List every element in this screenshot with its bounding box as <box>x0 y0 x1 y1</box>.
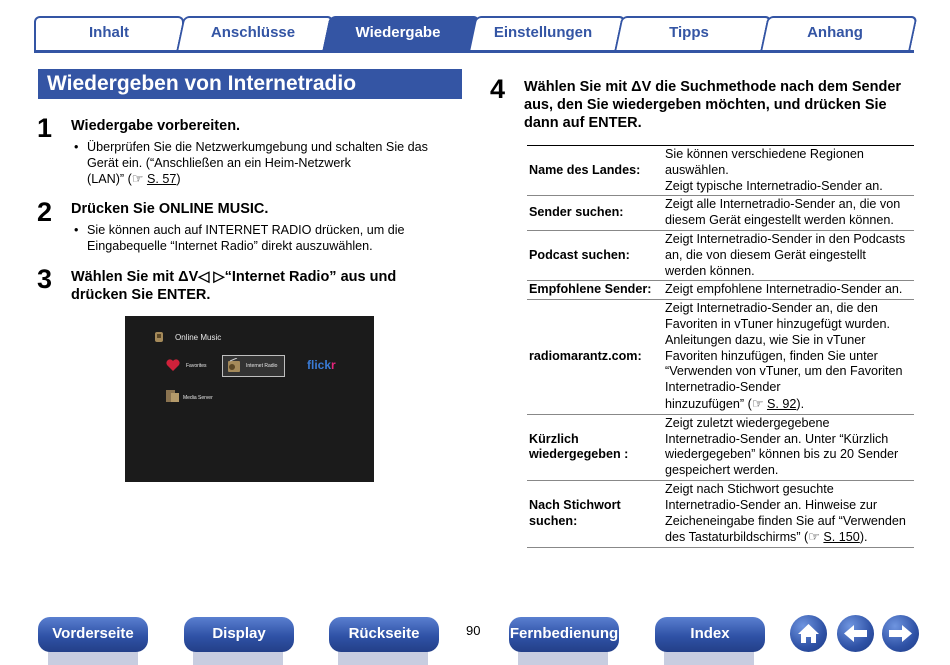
vorderseite-button[interactable]: Vorderseite <box>38 617 148 652</box>
table-key: Sender suchen: <box>527 196 662 231</box>
table-value-line: Zeigt Internetradio-Sender an, die den <box>665 301 878 316</box>
internet-radio-label: Internet Radio <box>246 363 278 369</box>
table-value-line: Zeigt typische Internetradio-Sender an. <box>665 178 883 193</box>
online-music-icon <box>154 331 164 343</box>
table-key <box>527 480 662 547</box>
top-tab-bar <box>34 16 914 53</box>
table-key-line: Kürzlich <box>529 431 579 446</box>
page-reference-link[interactable]: S. 92 <box>766 396 797 411</box>
step-1-bullet-line-3: (LAN)” ( <box>87 172 132 186</box>
table-value <box>662 196 914 231</box>
table-value <box>662 146 914 196</box>
table-value-line: hinzuzufügen” ( <box>665 396 752 411</box>
table-value-line: Zeigt zuletzt wiedergegebene <box>665 415 830 430</box>
table-value-line: Zeigt nach Stichwort gesuchte <box>665 481 834 496</box>
table-key: radiomarantz.com: <box>527 300 662 415</box>
table-value-line: ). <box>796 396 805 411</box>
step-4-heading <box>524 78 901 132</box>
flickr-logo-blue: flick <box>307 358 332 372</box>
table-key-line: suchen: <box>529 514 578 529</box>
table-value-line: diesem Gerät eingestellt werden können. <box>665 213 894 228</box>
table-value-line: Internetradio-Sender an. Hinweise zur <box>665 497 878 512</box>
reference-hand-icon: ☞ <box>808 529 820 545</box>
table-value-line: Internetradio-Sender <box>665 380 781 395</box>
table-row <box>527 281 914 300</box>
table-row <box>527 300 914 415</box>
table-value <box>662 281 914 300</box>
page-reference-link[interactable]: S. 150 <box>823 530 860 545</box>
table-row <box>527 146 914 196</box>
step-2-bullet-line-2: Eingabequelle “Internet Radio” direkt auszuwählen. <box>87 239 373 253</box>
favorites-label[interactable]: Favorites <box>186 363 207 369</box>
arrow-left-icon <box>837 615 874 652</box>
table-key: Empfohlene Sender: <box>527 281 662 300</box>
online-music-screenshot <box>125 316 374 482</box>
step-1-bullet-close: ) <box>176 172 181 186</box>
index-button[interactable]: Index <box>655 617 765 652</box>
table-value-line: auswählen. <box>665 162 729 177</box>
step-4-heading-line-1: Wählen Sie mit ΔV die Suchmethode nach dem Sender <box>524 79 902 95</box>
table-row <box>527 480 914 547</box>
search-method-table <box>527 145 914 548</box>
table-value-line: Favoriten hinzufügen, finden Sie unter <box>665 348 878 363</box>
arrow-right-icon <box>882 615 919 652</box>
table-value-line: Zeigt alle Internetradio-Sender an, die von <box>665 197 901 212</box>
table-value-line: werden können. <box>665 263 755 278</box>
table-value-line: Zeigt Internetradio-Sender in den Podcasts <box>665 231 906 246</box>
table-key: Name des Landes: <box>527 146 662 196</box>
flickr-logo-pink: r <box>331 358 336 372</box>
table-row <box>527 414 914 480</box>
page-number: 90 <box>466 623 481 638</box>
table-value-line: “Verwenden von vTuner, um den Favoriten <box>665 364 903 379</box>
section-title: Wiedergeben von Internetradio <box>38 69 462 99</box>
tab-inhalt-label: Inhalt <box>89 24 129 41</box>
tab-tipps-label: Tipps <box>669 24 709 41</box>
table-value-line: Internetradio-Sender an. Unter “Kürzlich <box>665 431 889 446</box>
table-value-line: Zeigt empfohlene Internetradio-Sender an. <box>665 282 903 297</box>
tab-anschluesse-label: Anschlüsse <box>210 24 296 41</box>
reference-hand-icon: ☞ <box>131 171 144 186</box>
step-4-heading-line-2: aus, den Sie wiedergeben möchten, und drücken Sie <box>524 97 887 113</box>
table-value <box>662 230 914 280</box>
flickr-logo[interactable] <box>307 358 336 372</box>
table-value-line: Favoriten in vTuner hinzugefügt wurden. <box>665 316 890 331</box>
radio-icon <box>227 358 241 373</box>
media-server-label[interactable]: Media Server <box>183 395 213 401</box>
step-3-number: 3 <box>37 264 53 294</box>
step-3-heading-line-2: drücken Sie ENTER. <box>71 287 211 303</box>
favorites-heart-icon <box>165 357 181 373</box>
table-value-line: Zeicheneingabe finden Sie auf “Verwenden <box>665 513 906 528</box>
step-2-bullet: • Sie können auch auf INTERNET RADIO drücken, um die Eingabequelle “Internet Radio” direkt auszuwählen. <box>74 223 405 253</box>
table-value-line: ). <box>859 530 868 545</box>
step-2-heading: Drücken Sie ONLINE MUSIC. <box>71 201 269 217</box>
step-1-heading: Wiedergabe vorbereiten. <box>71 118 241 134</box>
tab-anhang-label: Anhang <box>807 24 863 41</box>
step-4-number: 4 <box>490 74 506 104</box>
reference-hand-icon: ☞ <box>751 395 764 411</box>
page-reference-link[interactable]: S. 57 <box>146 172 177 186</box>
table-key-line: wiedergegeben : <box>529 447 629 462</box>
fernbedienung-button[interactable]: Fernbedienung <box>509 617 619 652</box>
table-key <box>527 414 662 480</box>
table-value <box>662 300 914 415</box>
table-value-line: Anleitungen dazu, wie Sie in vTuner <box>665 332 866 347</box>
table-key-line: Nach Stichwort <box>529 498 621 513</box>
back-arrow-button[interactable] <box>837 615 874 652</box>
table-key: Podcast suchen: <box>527 230 662 280</box>
step-4-heading-line-3: dann auf ENTER. <box>524 115 642 131</box>
screen-title: Online Music <box>175 333 222 342</box>
step-3-heading-line-1: Wählen Sie mit ΔV◁ ▷“Internet Radio” aus und <box>71 269 397 285</box>
table-row <box>527 230 914 280</box>
tab-wiedergabe-label: Wiedergabe <box>355 24 441 41</box>
step-1-bullet: • Überprüfen Sie die Netzwerkumgebung und schalten Sie das Gerät ein. (“Anschließen an ein Heim-Netzwerk (LAN)” (☞ S. 57) <box>74 140 428 186</box>
table-value-line: wiedergegeben” können bis zu 20 Sender <box>665 447 899 462</box>
table-value-line: an, die von diesem Gerät eingestellt <box>665 247 866 262</box>
table-value-line: gespeichert werden. <box>665 463 779 478</box>
tab-underline <box>34 50 914 53</box>
step-1-bullet-line-2: Gerät ein. (“Anschließen an ein Heim-Netzwerk <box>87 156 351 170</box>
rueckseite-button[interactable]: Rückseite <box>329 617 439 652</box>
step-1-bullet-line-1: Überprüfen Sie die Netzwerkumgebung und schalten Sie das <box>87 140 428 154</box>
display-button[interactable]: Display <box>184 617 294 652</box>
step-3-heading <box>71 268 396 304</box>
table-value-line: Sie können verschiedene Regionen <box>665 147 864 161</box>
home-icon <box>790 615 827 652</box>
step-1-number: 1 <box>37 113 53 143</box>
media-server-icon <box>165 389 180 403</box>
step-2-bullet-line-1: Sie können auch auf INTERNET RADIO drücken, um die <box>87 223 405 237</box>
table-value <box>662 414 914 480</box>
forward-arrow-button[interactable] <box>882 615 919 652</box>
table-value-line: des Tastaturbildschirms” ( <box>665 530 809 545</box>
tab-einstellungen-label: Einstellungen <box>493 24 593 41</box>
table-row <box>527 196 914 231</box>
step-2-number: 2 <box>37 197 53 227</box>
table-value <box>662 480 914 547</box>
home-button[interactable] <box>790 615 827 652</box>
